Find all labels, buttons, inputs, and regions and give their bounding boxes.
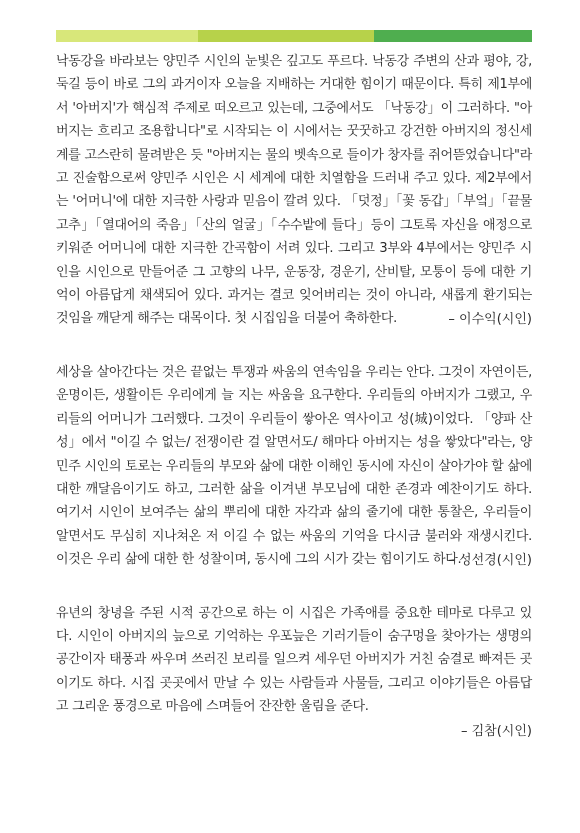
top-color-bar — [56, 30, 532, 42]
review-3 — [56, 602, 532, 743]
review-1-text: 낙동강을 바라보는 양민주 시인의 눈빛은 깊고도 푸르다. 낙동강 주변의 산과 평야, 강, 둑길 등이 바로 그의 과거이자 오늘을 지배하는 거대한 힘이기 때문이다. 특히 제1부에서 '아버지'가 핵심적 주제로 떠오르고 있는데, 그중에서도 「낙동강」이 그러하다. "아버지는 흐리고 조용합니다"로 시작되는 이 시에서는 꿋꿋하고 강건한 아버지의 정신세계를 고스란히 물려받은 듯 "아버지는 물의 벳속으로 들이가 창자를 쥐어뜯었습니다"라고 진술함으로써 양민주 시인은 시 세계에 대한 치열함을 드러내 주고 있다. 제2부에서는 '어머니'에 대한 지극한 사랑과 믿음이 깔려 있다. 「덧정」「꽃 동갑」「부엌」「끝물고추」「열대어의 죽음」「산의 얼굴」「수수밭에 들다」등이 그토록 자신을 애정으로 키워준 어머니에 대한 지극한 간곡함이 서려 있다. 그리고 3부와 4부에서는 양민주 시인을 시인으로 만들어준 그 고향의 나무, 운동장, 경운기, 산비탈, 모퉁이 등에 대한 기억이 아름답게 채색되어 있다. 과거는 결코 잊어버리는 것이 아니라, 새롭게 환기되는 것임을 깨닫게 해주는 대목이다. 첫 시집임을 더불어 축하한다. — [56, 54, 532, 327]
color-bar-segment-light — [56, 30, 198, 42]
review-2-author: – 성선경(시인) — [448, 552, 532, 568]
review-column — [56, 50, 532, 773]
review-2-text: 세상을 살아간다는 것은 끝없는 투쟁과 싸움의 연속임을 우리는 안다. 그것이 자연이든, 운명이든, 생활이든 우리에게 늘 지는 싸움을 요구한다. 우리들의 아버지가 그랬고, 우리들의 어머니가 그러했다. 그것이 우리들이 쌓아온 역사이고 성(城)이었다. 「양파 산성」에서 "이길 수 없는/ 전쟁이란 걸 알면서도/ 해마다 아버지는 성을 쌓았다"라는, 양민주 시인의 토로는 우리들의 부모와 삶에 대한 이해인 동시에 자신이 살아가야 할 삶에 대한 깨달음이기도 하고, 그러한 삶을 이겨낸 부모님에 대한 존경과 예찬이기도 하다. 여기서 시인이 보여주는 삶의 뿌리에 대한 자각과 삶의 줄기에 대한 통찰은, 우리들이 알면서도 무심히 지나쳐온 저 이길 수 없는 싸움의 기억을 다시금 불러와 재생시킨다. 이것은 우리 삶에 대한 한 성찰이며, 동시에 그의 시가 갖는 힘이기도 하다. — [56, 364, 532, 568]
review-3-author: – 김참(시인) — [460, 723, 532, 739]
review-3-text: 유년의 창녕을 주된 시적 공간으로 하는 이 시집은 가족애를 중요한 테마로 다루고 있다. 시인이 아버지의 늪으로 기억하는 우포늪은 기러기들이 숨구멍을 찾아가는 생명의 공간이자 태풍과 싸우며 쓰러진 보리를 일으켜 세우던 아버지가 거친 숨결로 빠져든 곳이기도 하다. 시집 곳곳에서 만날 수 있는 사람들과 사물들, 그리고 이야기들은 아름답고 그리운 풍경으로 마음에 스며들어 잔잔한 울림을 준다. — [56, 605, 532, 715]
color-bar-segment-mid — [198, 30, 374, 42]
color-bar-segment-dark — [374, 30, 532, 42]
review-1 — [56, 50, 532, 331]
review-1-author: – 이수익(시인) — [448, 311, 532, 327]
review-2 — [56, 361, 532, 572]
